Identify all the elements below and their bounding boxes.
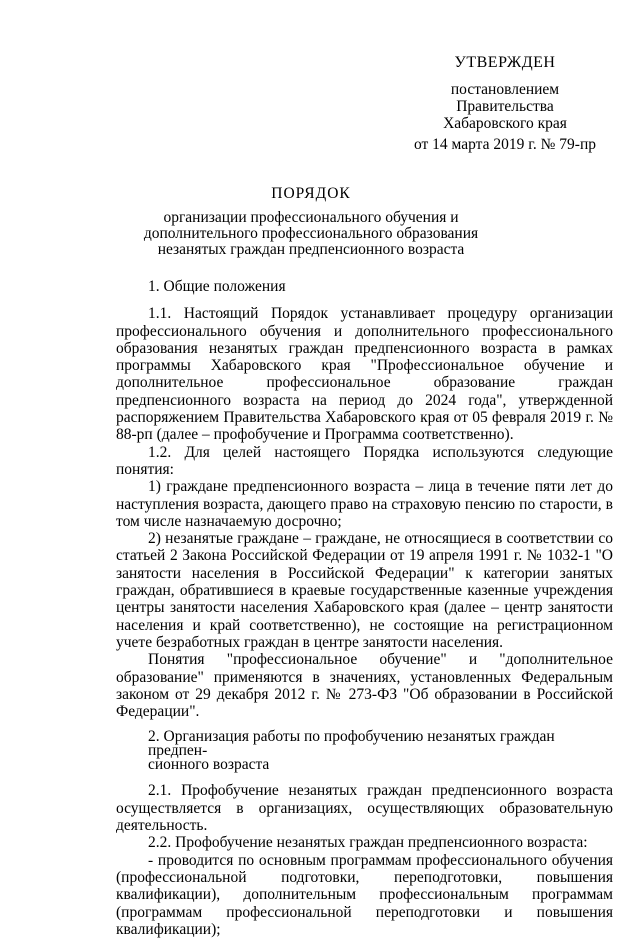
approval-stamp [400, 54, 610, 153]
section-2-title-line-2: сионного возраста [148, 756, 270, 774]
document-title-line-3: незанятых граждан предпенсионного возраста [157, 241, 465, 258]
approval-title: УТВЕРЖДЕН [454, 54, 556, 71]
approval-date: от 14 марта 2019 г. № 79-пр [413, 136, 597, 153]
paragraph-1-1: 1.1. Настоящий Порядок устанавливает процедуру организации профессионального обучения и дополнительного профессионального образования незанятых граждан предпенсионного возраста в рамках программы Хабаровского края "Профессиональное обучение и дополнительное профессиональное образование граждан предпенсионного возраста на период до 2024 года", утвержденной распоряжением Правительства Хабаровского края от 05 февраля 2019 г. № 88-рп (далее – профобучение и Программа соответственно). [116, 305, 613, 444]
approval-line-3: Хабаровского края [443, 115, 567, 132]
paragraph-2-2: 2.2. Профобучение незанятых граждан предпенсионного возраста: [148, 834, 588, 852]
paragraph-2-1: 2.1. Профобучение незанятых граждан предпенсионного возраста осуществляется в организациях, осуществляющих образовательную деятельность. [116, 782, 613, 835]
section-2-title [116, 730, 613, 772]
document-header [116, 186, 506, 258]
approval-line-1: постановлением [450, 81, 560, 98]
section-1-title: 1. Общие положения [148, 278, 286, 295]
paragraph-1-2: 1.2. Для целей настоящего Порядка используются следующие понятия: [116, 443, 613, 478]
document-type: ПОРЯДОК [271, 185, 351, 202]
document-title-line-1: организации профессионального обучения и [163, 209, 459, 226]
paragraph-1-2-2: 2) незанятые граждане – граждане, не относящиеся в соответствии со статьей 2 Закона Российской Федерации от 19 апреля 1991 г. № 1032-1 "О занятости населения в Российской Федерации" к категории занятых граждан, обратившиеся в краевые государственные казенные учреждения центры занятости населения Хабаровского края (далее – центр занятости населения и край соответственно), не состоящие на регистрационном учете безработных граждан в центре занятости населения. [116, 530, 613, 651]
paragraph-1-2-1: 1) граждане предпенсионного возраста – лица в течение пяти лет до наступления возраста, дающего право на страховую пенсию по старости, в том числе назначаемую досрочно; [116, 478, 613, 530]
document-body [116, 278, 613, 938]
document-title-line-2: дополнительного профессионального образования [143, 225, 479, 242]
section-2-title-line-1: 2. Организация работы по профобучению незанятых граждан предпен- [148, 728, 555, 760]
approval-line-2: Правительства [456, 98, 554, 115]
paragraph-1-2-3: Понятия "профессиональное обучение" и "дополнительное образование" применяются в значениях, установленных Федеральным законом от 29 декабря 2012 г. № 273-ФЗ "Об образовании в Российской Федерации". [116, 651, 613, 721]
paragraph-2-2-1: - проводится по основным программам профессионального обучения (профессиональной подготовки, переподготовки, повышения квалификации), дополнительным профессиональным программам (программам профессиональной переподготовки и повышения квалификации); [116, 851, 613, 938]
